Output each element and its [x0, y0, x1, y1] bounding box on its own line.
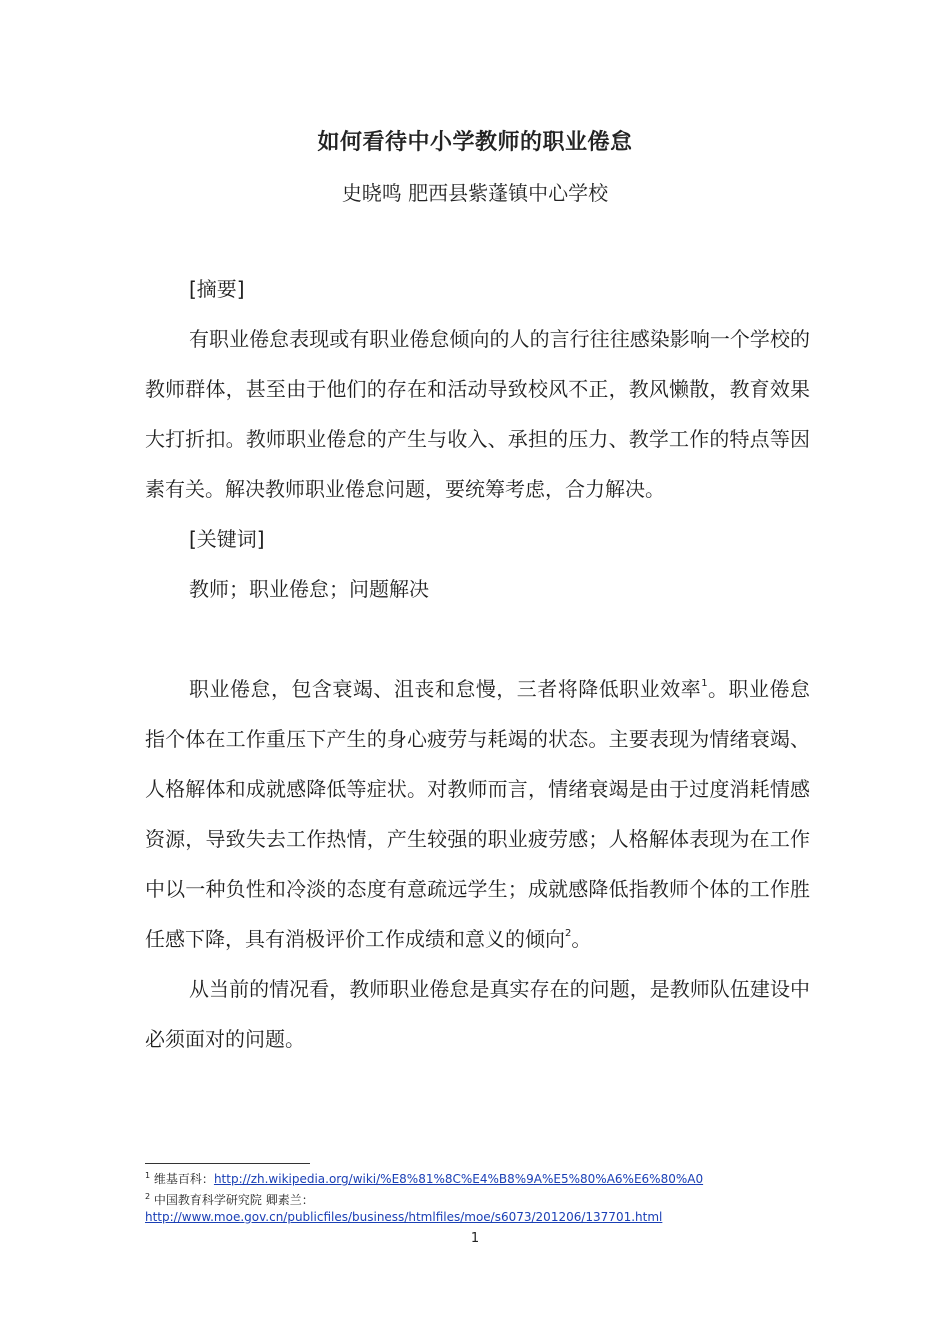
footnote-2-link-line [145, 1209, 810, 1226]
footnote-label: 中国教育科学研究院 卿素兰： [153, 1193, 314, 1207]
document-body [145, 264, 810, 1064]
body-paragraph-1 [145, 664, 810, 964]
body-paragraph-2: 从当前的情况看，教师职业倦怠是真实存在的问题，是教师队伍建设中必须面对的问题。 [145, 977, 810, 1051]
paragraph-spacer [145, 614, 810, 664]
keywords-text: 教师；职业倦怠；问题解决 [189, 577, 429, 601]
footnote-number: 2 [145, 1192, 151, 1201]
footnote-1 [145, 1167, 810, 1188]
abstract-text: 有职业倦怠表现或有职业倦怠倾向的人的言行往往感染影响一个学校的教师群体，甚至由于他们的存在和活动导致校风不正，教风懒散，教育效果大打折扣。教师职业倦怠的产生与收入、承担的压力、教学工作的特点等因素有关。解决教师职业倦怠问题，要统筹考虑，合力解决。 [145, 327, 810, 501]
author-line: 史晓鸣 肥西县紫蓬镇中心学校 [341, 181, 609, 205]
abstract-heading: [摘要] [189, 277, 245, 301]
paragraph-1-text-b: 。职业倦怠指个体在工作重压下产生的身心疲劳与耗竭的状态。主要表现为情绪衰竭、人格解体和成就感降低等症状。对教师而言，情绪衰竭是由于过度消耗情感资源，导致失去工作热情，产生较强的职业疲劳感；人格解体表现为在工作中以一种负性和冷淡的态度有意疏远学生；成就感降低指教师个体的工作胜任感下降，具有消极评价工作成绩和意义的倾向 [145, 677, 811, 951]
footnotes [145, 1163, 810, 1226]
footnote-link[interactable]: http://zh.wikipedia.org/wiki/%E8%81%8C%E4%B8%9A%E5%80%A6%E6%80%A0 [213, 1172, 704, 1186]
page-number: 1 [470, 1231, 480, 1246]
footnote-link[interactable]: http://www.moe.gov.cn/publicfiles/business/htmlfiles/moe/s6073/201206/137701.html [145, 1210, 663, 1224]
footnote-2 [145, 1188, 810, 1209]
document-title: 如何看待中小学教师的职业倦怠 [317, 130, 633, 155]
footnote-ref-1[interactable]: 1 [701, 678, 708, 689]
footnote-number: 1 [145, 1171, 151, 1180]
paragraph-1-text-a: 职业倦怠，包含衰竭、沮丧和怠慢，三者将降低职业效率 [189, 677, 702, 701]
footnote-ref-2[interactable]: 2 [565, 928, 572, 939]
footnote-separator [145, 1163, 310, 1164]
footnote-label: 维基百科： [153, 1172, 214, 1186]
paragraph-1-text-c: 。 [571, 927, 592, 951]
keywords-heading: [关键词] [189, 527, 265, 551]
